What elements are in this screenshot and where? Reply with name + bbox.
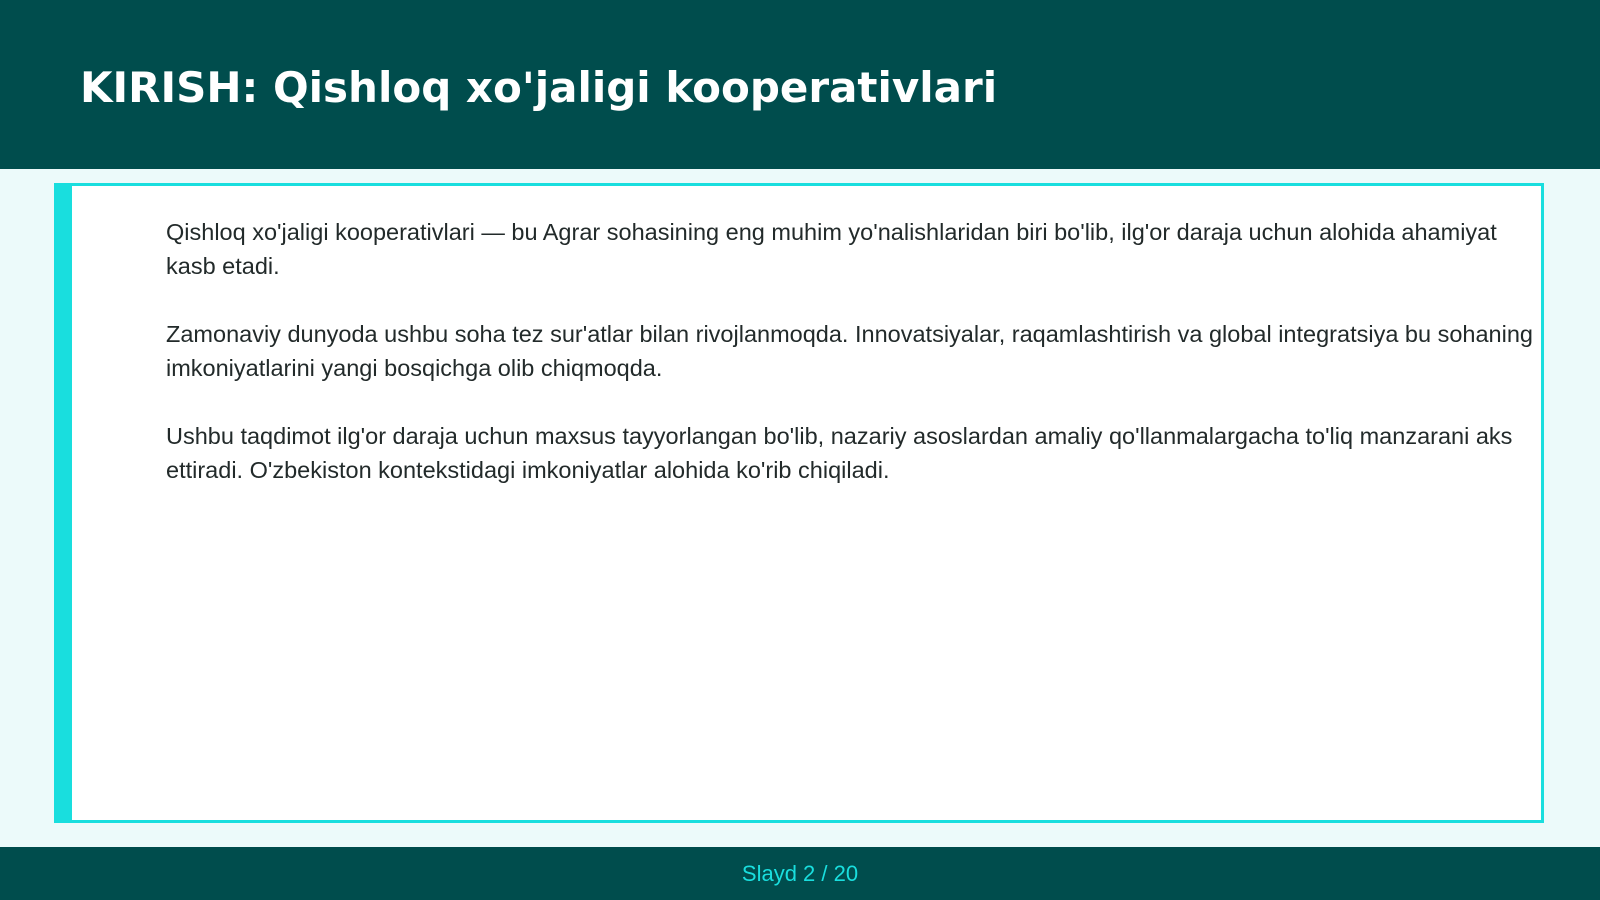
slide-title: KIRISH: Qishloq xo'jaligi kooperativlari xyxy=(80,63,998,112)
slide-counter: Slayd 2 / 20 xyxy=(741,861,859,886)
slide-header xyxy=(0,0,1600,169)
paragraph-2: Zamonaviy dunyoda ushbu soha tez sur'atlar bilan rivojlanmoqda. Innovatsiyalar, raqamlashtirish va global integratsiya bu sohaning imkoniyatlarini yangi bosqichga olib chiqmoqda. xyxy=(166,321,1533,381)
slide-footer xyxy=(0,847,1600,900)
paragraph-3: Ushbu taqdimot ilg'or daraja uchun maxsus tayyorlangan bo'lib, nazariy asoslardan amaliy qo'llanmalargacha to'liq manzarani aks ettiradi. O'zbekiston kontekstidagi imkoniyatlar alohida ko'rib chiqiladi. xyxy=(166,423,1513,483)
paragraph-1: Qishloq xo'jaligi kooperativlari — bu Agrar sohasining eng muhim yo'nalishlaridan biri bo'lib, ilg'or daraja uchun alohida ahamiyat kasb etadi. xyxy=(166,219,1497,279)
content-text xyxy=(166,215,1536,521)
content-card xyxy=(54,183,1544,823)
